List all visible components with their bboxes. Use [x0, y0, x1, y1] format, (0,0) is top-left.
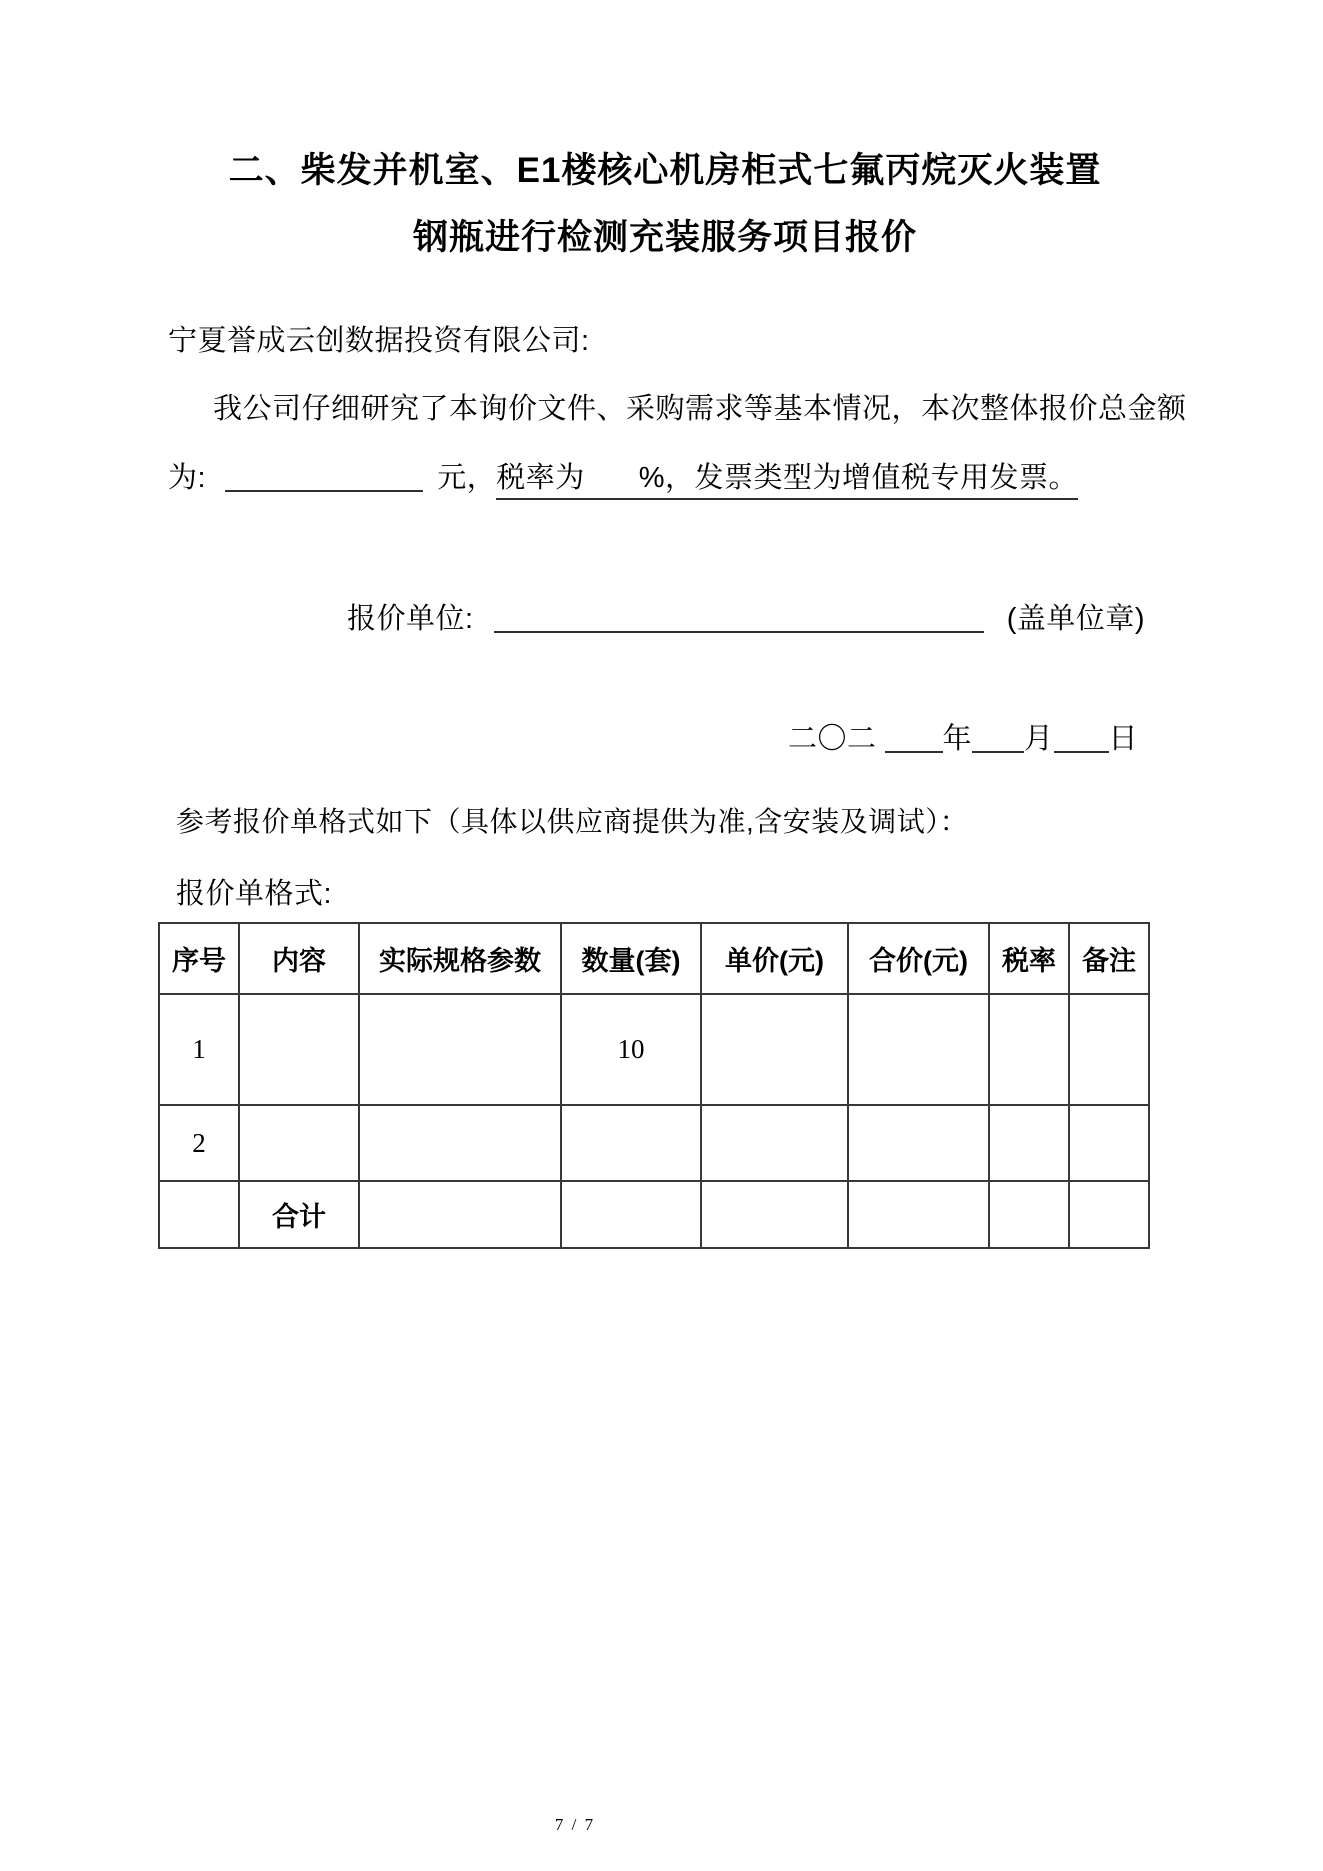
table-cell [1069, 1181, 1149, 1248]
table-cell [159, 1181, 239, 1248]
date-month-label: 月 [1024, 723, 1054, 755]
day-blank [1054, 751, 1109, 753]
table-cell [239, 994, 359, 1105]
date-line [788, 716, 1138, 757]
price-prefix: 为: [168, 462, 207, 494]
table-cell [359, 1105, 561, 1181]
table-cell [989, 1181, 1069, 1248]
seal-note: (盖单位章) [1006, 603, 1146, 635]
invoice-type-text: %，发票类型为增值税专用发票。 [638, 462, 1079, 494]
table-row [159, 1181, 1149, 1248]
intro-paragraph: 我公司仔细研究了本询价文件、采购需求等基本情况，本次整体报价总金额 [213, 393, 1187, 425]
table-cell [1069, 1105, 1149, 1181]
page-number: 7 / 7 [554, 1815, 596, 1834]
table-cell [848, 994, 989, 1105]
reference-note: 参考报价单格式如下（具体以供应商提供为准,含安装及调试）： [176, 806, 969, 837]
document-title-line-1: 二、柴发并机室、E1楼核心机房柜式七氟丙烷灭火装置 [228, 151, 1102, 190]
date-day-label: 日 [1108, 723, 1139, 755]
table-cell [561, 1181, 701, 1248]
table-cell [561, 1105, 701, 1181]
quote-unit-label: 报价单位: [347, 603, 474, 635]
date-year-label: 年 [942, 723, 973, 755]
document-title-line-2: 钢瓶进行检测充装服务项目报价 [412, 218, 917, 257]
salutation: 宁夏誉成云创数据投资有限公司: [168, 325, 590, 357]
date-prefix: 二〇二 [788, 723, 877, 755]
form-label: 报价单格式: [176, 878, 333, 910]
table-cell: 合计 [239, 1181, 359, 1248]
table-header-cell: 序号 [159, 923, 239, 994]
table-cell [701, 994, 848, 1105]
year-blank [885, 751, 943, 753]
quote-unit-line [347, 596, 1145, 637]
table-cell: 10 [561, 994, 701, 1105]
table-header-cell: 单价(元) [701, 923, 848, 994]
table-cell: 1 [159, 994, 239, 1105]
table-header-cell: 合价(元) [848, 923, 989, 994]
table-header-cell: 备注 [1069, 923, 1149, 994]
table-cell: 2 [159, 1105, 239, 1181]
table-cell [701, 1181, 848, 1248]
table-cell [239, 1105, 359, 1181]
table-body [159, 994, 1149, 1248]
table-header-cell: 内容 [239, 923, 359, 994]
table-cell [701, 1105, 848, 1181]
tax-invoice-underlined-group [496, 462, 1078, 500]
price-unit: 元， [437, 462, 497, 494]
amount-blank [225, 490, 423, 492]
table-head [159, 923, 1149, 994]
table-cell [989, 1105, 1069, 1181]
tax-rate-blank [585, 486, 639, 487]
table-cell [989, 994, 1069, 1105]
month-blank [972, 751, 1024, 753]
table-cell [848, 1181, 989, 1248]
table-cell [359, 994, 561, 1105]
table-header-cell: 数量(套) [561, 923, 701, 994]
price-line [168, 455, 1078, 496]
table-cell [848, 1105, 989, 1181]
quotation-table [158, 922, 1150, 1249]
table-cell [1069, 994, 1149, 1105]
table-cell [359, 1181, 561, 1248]
quote-unit-blank [494, 631, 984, 633]
table-header-cell: 实际规格参数 [359, 923, 561, 994]
table-header-row [159, 923, 1149, 994]
table-row [159, 994, 1149, 1105]
table-header-cell: 税率 [989, 923, 1069, 994]
table-row [159, 1105, 1149, 1181]
tax-rate-label: 税率为 [496, 462, 585, 494]
